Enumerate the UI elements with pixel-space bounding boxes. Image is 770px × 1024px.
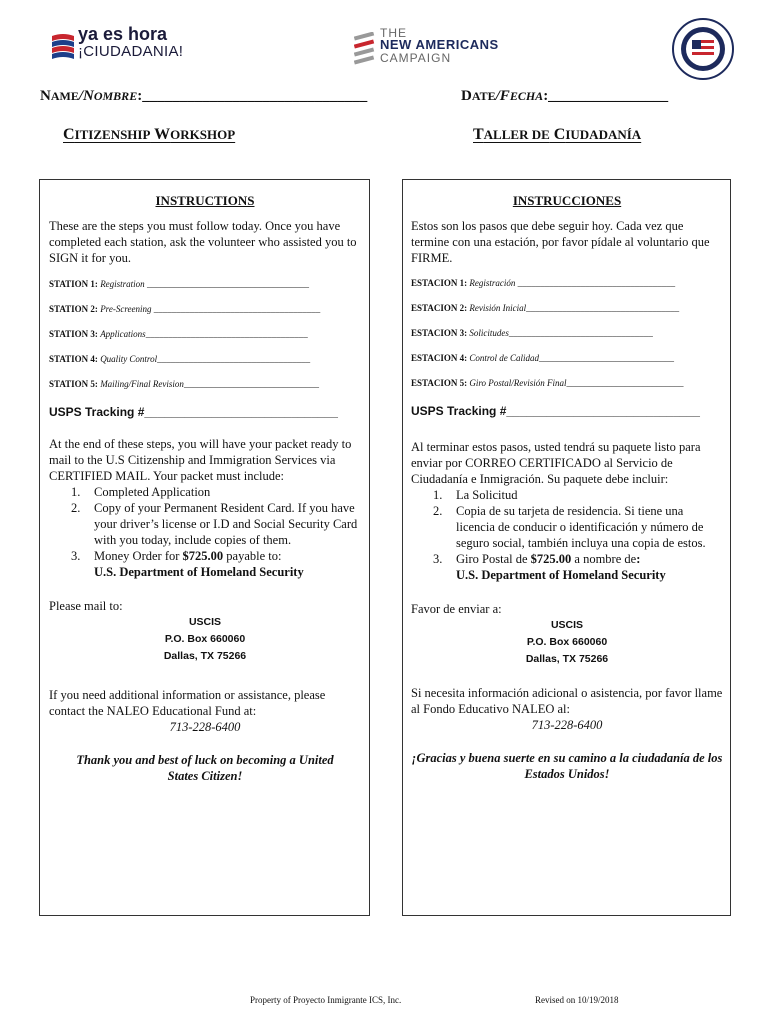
station-line[interactable]: STATION 2: Pre-Screening _____________________________________ <box>49 304 321 314</box>
packet-paragraph: Al terminar estos pasos, usted tendrá su paquete listo para enviar por CORREO CERTIFICADO al Servicio de Ciudadanía e Inmigración. Su paquete debe incluir: <box>411 440 701 486</box>
station-line[interactable]: ESTACION 4: Control de Calidad______________________________ <box>411 353 675 363</box>
station-line[interactable]: ESTACION 2: Revisión Inicial__________________________________ <box>411 303 680 313</box>
list-item: 1. La Solicitud <box>433 488 518 502</box>
proyecto-inmigrante-seal-icon <box>672 18 734 80</box>
mailing-address: USCIS P.O. Box 660060 Dallas, TX 75266 <box>163 616 247 662</box>
closing-message: ¡Gracias y buena suerte en su camino a la ciudadanía de los Estados Unidos! <box>411 751 723 781</box>
ya-es-hora-logo <box>52 24 197 66</box>
logo-line-3: CAMPAIGN <box>380 51 452 65</box>
title-spanish: TALLER DE CIUDADANÍA <box>473 126 642 143</box>
logo-line-1: THE <box>380 26 407 40</box>
logo-line-1: ya es hora <box>78 24 168 44</box>
date-field[interactable]: DATE/FECHA:________________ <box>461 88 669 104</box>
contact-text: Si necesita información adicional o asistencia, por favor llame al Fondo Educativo NALEO al: <box>411 686 723 716</box>
station-line[interactable]: ESTACION 5: Giro Postal/Revisión Final__________________________ <box>411 378 684 388</box>
mail-label: Please mail to: <box>49 599 123 613</box>
english-column <box>49 179 361 784</box>
packet-paragraph: At the end of these steps, you will have your packet ready to mail to the U.S Citizenship and Immigration Services via CERTIFIED MAIL. Your packet must include: <box>49 437 352 483</box>
station-line[interactable]: ESTACION 3: Solicitudes________________________________ <box>411 328 653 338</box>
flag-icon <box>52 32 74 60</box>
station-line[interactable]: STATION 3: Applications____________________________________ <box>49 329 308 339</box>
title-english: CITIZENSHIP WORKSHOP <box>63 126 236 143</box>
station-line[interactable]: STATION 5: Mailing/Final Revision______________________________ <box>49 379 319 389</box>
logo-line-2: ¡CIUDADANIA! <box>78 43 184 60</box>
phone-number: 713-228-6400 <box>169 720 241 734</box>
list-item: 3. Money Order for $725.00 payable to: U.S. Department of Homeland Security <box>71 549 304 579</box>
new-americans-campaign-logo <box>354 26 524 72</box>
list-item: 3. Giro Postal de $725.00 a nombre de: U.S. Department of Homeland Security <box>433 552 666 582</box>
packet-list <box>49 484 361 580</box>
intro-text: Estos son los pasos que debe seguir hoy. Cada vez que termine con una estación, por favor pídale al voluntario que FIRME. <box>411 219 710 265</box>
list-item: 2. Copy of your Permanent Resident Card. If you have your driver’s license or I.D and Social Security Card with you today, include copies of them. <box>71 501 358 547</box>
intro-text: These are the steps you must follow today. Once you have completed each station, ask the volunteer who assisted you to SIGN it for you. <box>49 219 357 265</box>
packet-list <box>411 487 723 583</box>
logo-line-2: NEW AMERICANS <box>380 37 499 52</box>
list-item: 2. Copia de su tarjeta de residencia. Si tiene una licencia de conducir o identificación y número de seguro social, también incluya una copia de estos. <box>433 504 706 550</box>
instrucciones-heading: INSTRUCCIONES <box>512 193 622 208</box>
usps-tracking-field[interactable]: USPS Tracking #_____________________________ <box>411 404 700 418</box>
station-line[interactable]: ESTACION 1: Registración ___________________________________ <box>411 278 676 288</box>
footer-property: Property of Proyecto Inmigrante ICS, Inc. <box>250 995 402 1005</box>
spanish-column <box>411 179 723 782</box>
mailing-address: USCIS P.O. Box 660060 Dallas, TX 75266 <box>525 619 609 665</box>
mail-label: Favor de enviar a: <box>411 602 502 616</box>
station-line[interactable]: STATION 1: Registration ____________________________________ <box>49 279 309 289</box>
phone-number: 713-228-6400 <box>531 718 603 732</box>
stripes-icon <box>354 32 376 68</box>
station-line[interactable]: STATION 4: Quality Control__________________________________ <box>49 354 311 364</box>
list-item: 1. Completed Application <box>71 485 211 499</box>
footer-revised: Revised on 10/19/2018 <box>535 995 619 1005</box>
usps-tracking-field[interactable]: USPS Tracking #_____________________________ <box>49 405 338 419</box>
contact-text: If you need additional information or assistance, please contact the NALEO Educational Fund at: <box>49 688 326 718</box>
name-field[interactable]: NAME/NOMBRE:______________________________ <box>40 88 368 104</box>
closing-message: Thank you and best of luck on becoming a United States Citizen! <box>76 753 334 783</box>
instructions-heading: INSTRUCTIONS <box>155 193 255 208</box>
